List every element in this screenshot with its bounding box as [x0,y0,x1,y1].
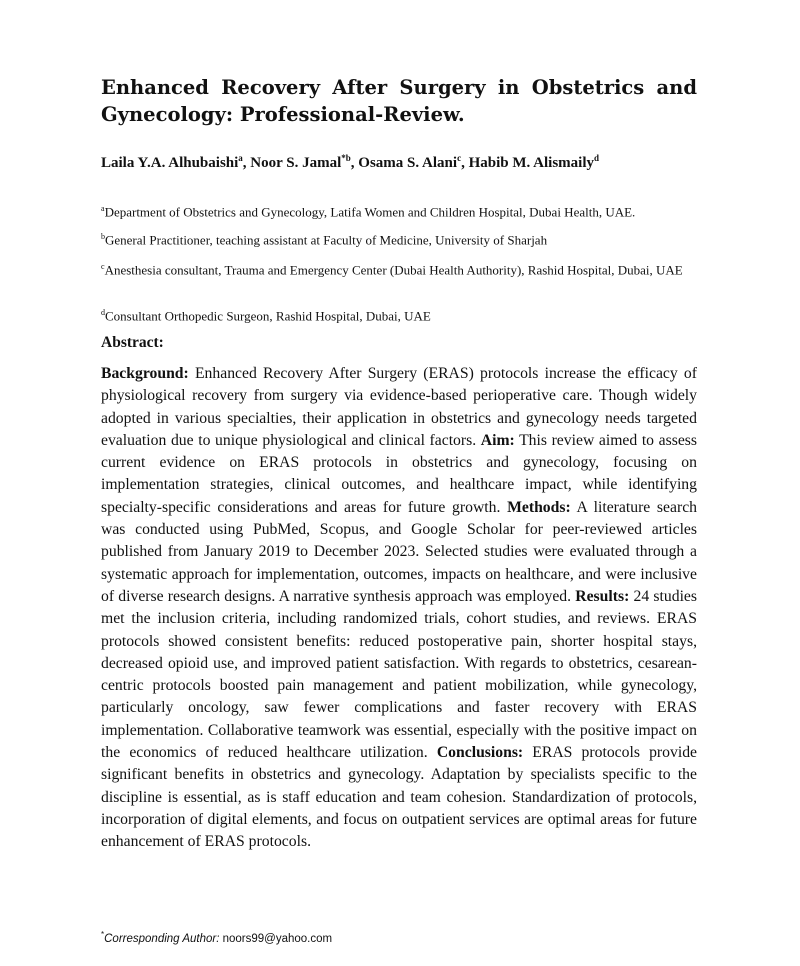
author-separator: , [242,155,251,171]
author-list [101,148,661,174]
affiliation-superscript: c [101,262,105,271]
author-name: Noor S. Jamal [250,155,342,171]
corresponding-label: Corresponding Author: [104,932,220,945]
author-separator: , [461,155,469,171]
abstract-aim: This review aimed to assess current evidence on ERAS protocols in obstetrics and gynecology, focusing on implementation strategies, clinical outcomes, and healthcare impact, while identifying specialty-specific considerations and areas for future growth. [101,431,697,516]
affiliation-d [101,304,697,325]
corresponding-marker: * [101,930,105,939]
affiliation-text: Anesthesia consultant, Trauma and Emergency Center (Dubai Health Authority), Rashid Hospital, Dubai, UAE [104,262,683,278]
abstract-section-label: Background: [101,365,189,382]
author-superscript: d [594,153,600,163]
author-superscript: a [238,153,243,163]
corresponding-email: noors99@yahoo.com [219,932,333,945]
affiliation-b [101,228,697,249]
abstract-section-label: Aim: [480,431,515,449]
paper-title: Enhanced Recovery After Surgery in Obstetrics and Gynecology: Professional-Review. [101,76,697,126]
abstract-results: 24 studies met the inclusion criteria, including randomized trials, cohort studies, and reviews. ERAS protocols showed consistent benefits: reduced postoperative pain, shorter hospital stays, decreased opioid use, and improved patient satisfaction. With regards to obstetrics, cesarean-centric protocols boosted pain management and patient mobilization, while gynecology, particularly oncology, saw fewer complications and faster recovery with ERAS implementation. Collaborative teamwork was essential, especially with the positive impact on the economics of reduced healthcare utilization. [101,587,698,762]
abstract-background: Enhanced Recovery After Surgery (ERAS) protocols increase the efficacy of physiological recovery from surgery via evidence-based perioperative care. Though widely adopted in various specialties, their application in obstetrics and gynecology needs targeted evaluation due to unique physiological and clinical factors. [101,365,697,449]
abstract-section-label: Results: [575,587,630,605]
author-name: Habib M. Alismaily [468,155,595,171]
affiliation-text: General Practitioner, teaching assistant at Faculty of Medicine, University of Sharjah [105,232,548,248]
abstract-methods: A literature search was conducted using PubMed, Scopus, and Google Scholar for peer-reviewed articles published from January 2019 to December 2023. Selected studies were evaluated through a systematic approach for implementation, outcomes, impacts on healthcare, and were inclusive of diverse research designs. A narrative synthesis approach was employed. [101,498,697,605]
abstract-heading: Abstract: [101,334,164,351]
affiliation-superscript: a [101,204,105,213]
abstract-conclusions: ERAS protocols provide significant benefits in obstetrics and gynecology. Adaptation by specialists specific to the discipline is essential, as is staff education and team cohesion. Standardization of protocols, incorporation of digital elements, and focus on outpatient services are optimal areas for future enhancement of ERAS protocols. [101,744,698,851]
author-name: Osama S. Alani [358,155,458,171]
corresponding-author-note [101,930,332,945]
abstract-section-label: Methods: [507,498,571,516]
author-name: Laila Y.A. Alhubaishi [101,155,239,171]
author-superscript: *b [341,153,351,163]
abstract-body [101,363,697,854]
affiliation-c [101,258,697,279]
author-separator: , [350,155,359,171]
affiliation-a [101,200,697,221]
affiliation-text: Department of Obstetrics and Gynecology, Latifa Women and Children Hospital, Dubai Health, UAE. [104,204,636,220]
author-superscript: c [457,153,462,163]
affiliation-superscript: d [101,308,105,317]
abstract-section-label: Conclusions: [436,744,524,762]
affiliation-text: Consultant Orthopedic Surgeon, Rashid Hospital, Dubai, UAE [105,308,431,324]
affiliation-superscript: b [101,232,105,241]
